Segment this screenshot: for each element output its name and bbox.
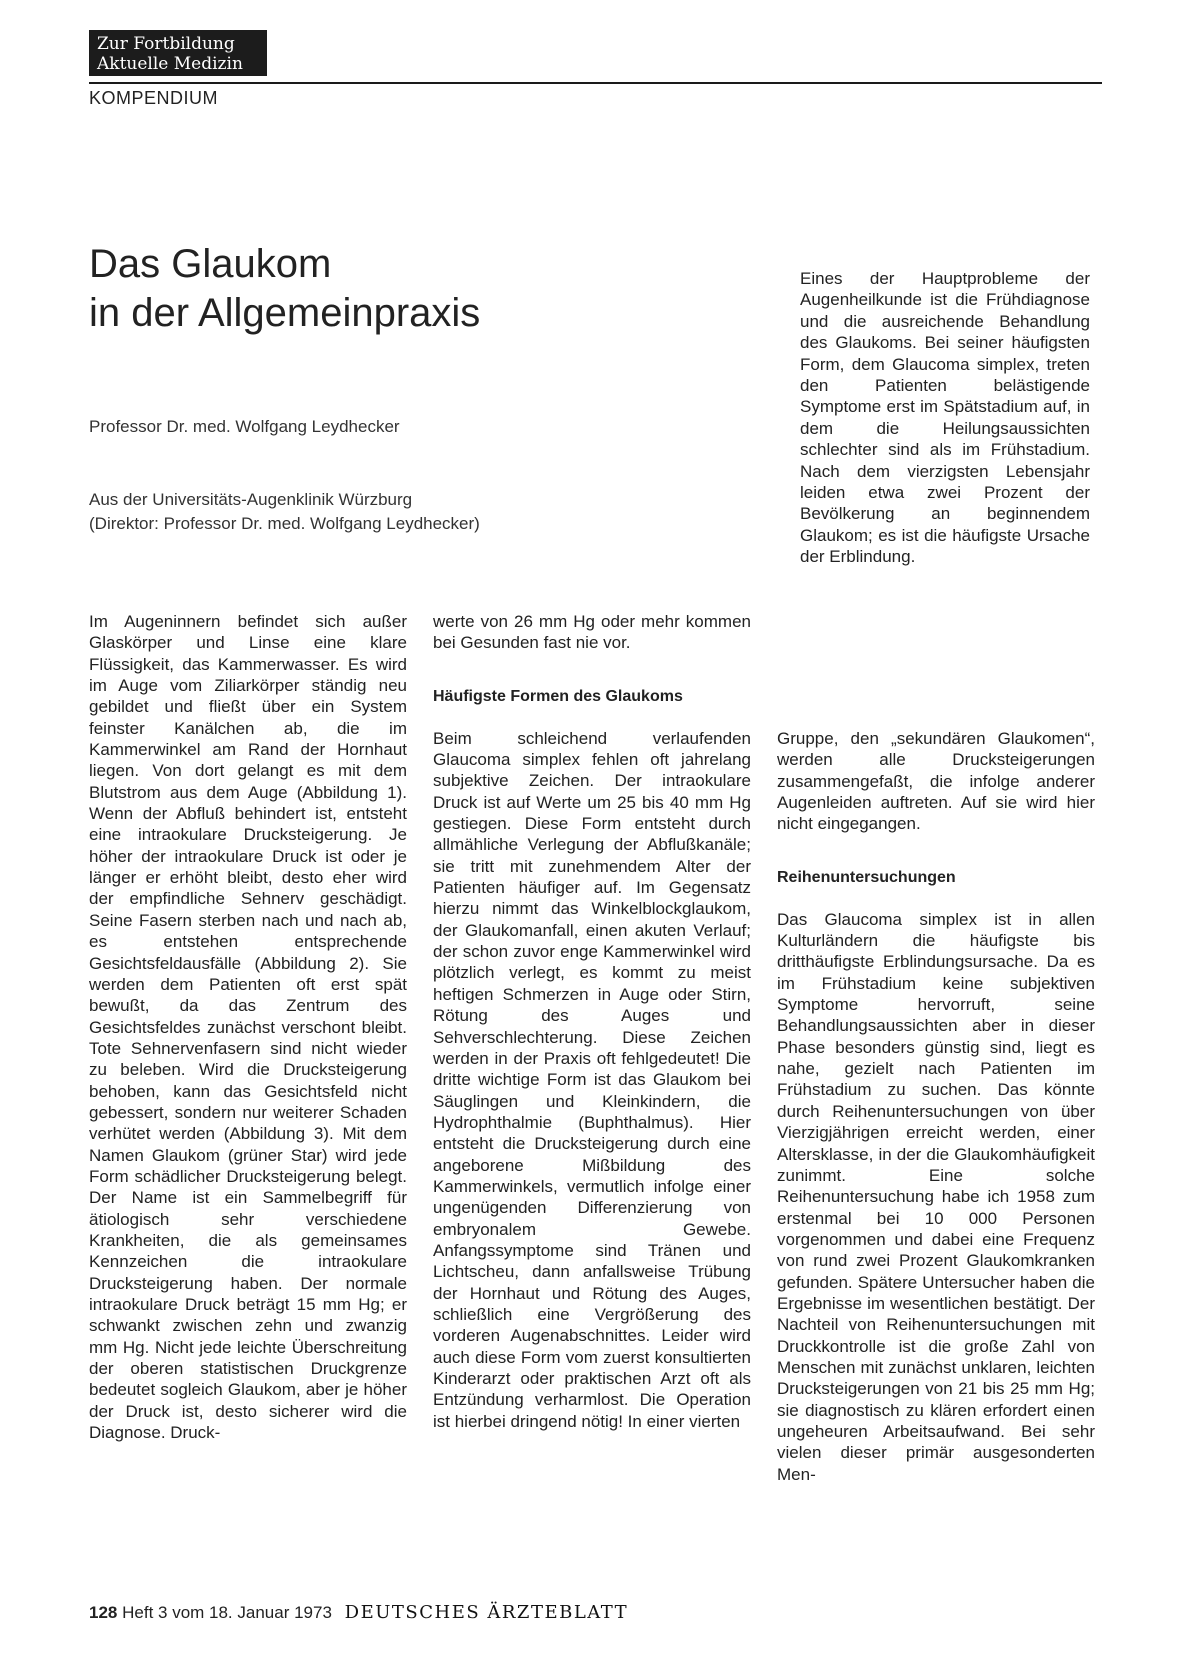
issue-info: Heft 3 vom 18. Januar 1973: [122, 1603, 332, 1622]
rubric-line-1: Zur Fortbildung: [97, 34, 235, 54]
header-rule: [89, 82, 1102, 84]
section-heading-forms: Häufigste Formen des Glaukoms: [433, 687, 683, 705]
page-footer: [89, 1602, 628, 1623]
col3-intro-paragraph: Gruppe, den „sekundären Glaukomen“, werden alle Drucksteigerungen zusammengefaßt, die infolge anderer Augenleiden auftreten. Auf sie wird hier nicht eingegangen.: [777, 729, 1095, 834]
affiliation-line-2: (Direktor: Professor Dr. med. Wolfgang Leydhecker): [89, 514, 480, 533]
col1-paragraph: Im Augeninnern befindet sich außer Glaskörper und Linse eine klare Flüssigkeit, das Kammerwasser. Es wird im Auge vom Ziliarkörper ständig neu gebildet und fließt über ein System feinster Kanälchen ab, die im Kammerwinkel am Rand der Hornhaut liegen. Von dort gelangt es mit dem Blutstrom aus dem Auge (Abbildung 1). Wenn der Abfluß behindert ist, entsteht eine intraokulare Drucksteigerung. Je höher der intraokulare Druck ist oder je länger er erhöht bleibt, desto eher wird der empfindliche Sehnerv geschädigt. Seine Fasern sterben nach und nach ab, es entstehen entsprechende Gesichtsfeldausfälle (Abbildung 2). Sie werden dem Patienten oft erst spät bewußt, da das Zentrum des Gesichtsfeldes zunächst verschont bleibt. Tote Sehnervenfasern sind nicht wieder zu beleben. Wird die Drucksteigerung behoben, kann das Gesichtsfeld nicht gebessert, sondern nur weiterer Schaden verhütet werden (Abbildung 3). Mit dem Namen Glaukom (grüner Star) wird jede Form schädlicher Drucksteigerung belegt. Der Name ist ein Sammelbegriff für ätiologisch sehr verschiedene Krankheiten, die als gemeinsames Kennzeichen die intraokulare Drucksteigerung haben. Der normale intraokulare Druck beträgt 15 mm Hg; er schwankt zwischen zehn und zwanzig mm Hg. Nicht jede leichte Überschreitung der oberen statistischen Druckgrenze bedeutet sogleich Glaukom, aber je höher der Druck ist, desto sicherer wird die Diagnose. Druck-: [89, 612, 407, 1443]
article-title: [89, 240, 709, 338]
author-line: Professor Dr. med. Wolfgang Leydhecker: [89, 417, 400, 436]
col2-paragraph: Beim schleichend verlaufenden Glaucoma simplex fehlen oft jahrelang subjektive Zeichen. Der intraokulare Druck ist auf Werte um 25 bis 40 mm Hg gestiegen. Diese Form entsteht durch allmähliche Verlegung der Abflußkanäle; sie tritt mit zunehmendem Alter der Patienten häufiger auf. Im Gegensatz hierzu nimmt das Winkelblockglaukom, der Glaukomanfall, einen akuten Verlauf; der schon zuvor enge Kammerwinkel wird plötzlich verlegt, es kommt zu meist heftigen Schmerzen in Auge oder Stirn, Rötung des Auges und Sehverschlechterung. Diese Zeichen werden in der Praxis oft fehlgedeutet! Die dritte wichtige Form ist das Glaukom bei Säuglingen und Kleinkindern, die Hydrophthalmie (Buphthalmus). Hier entsteht die Drucksteigerung durch eine angeborene Mißbildung des Kammerwinkels, vermutlich infolge einer ungenügenden Differenzierung von embryonalem Gewebe. Anfangssymptome sind Tränen und Lichtscheu, dann anfallsweise Trübung der Hornhaut und Rötung des Auges, schließlich eine Vergrößerung des vorderen Augenabschnittes. Leider wird auch diese Form vom zuerst konsultierten Kinderarzt oder praktischen Arzt oft als Entzündung verharmlost. Die Operation ist hierbei dringend nötig! In einer vierten: [433, 728, 751, 1431]
title-line-1: Das Glaukom: [89, 242, 332, 286]
page-number: 128: [89, 1603, 118, 1622]
rubric-box: [89, 30, 267, 76]
col3-paragraph: Das Glaucoma simplex ist in allen Kulturländern die häufigste bis dritthäufigste Erblindungsursache. Da es im Frühstadium keine subjektiven Symptome hervorruft, seine Behandlungsaussichten aber in dieser Phase besonders günstig sind, liegt es nahe, gezielt nach Patienten im Frühstadium zu suchen. Das könnte durch Reihenuntersuchungen von über Vierzigjährigen erreicht werden, einer Altersklasse, in der die Glaukomhäufigkeit zunimmt. Eine solche Reihenuntersuchung habe ich 1958 zum erstenmal bei 10 000 Personen vorgenommen und dabei eine Frequenz von rund zwei Prozent Glaukomkranken gefunden. Spätere Untersucher haben die Ergebnisse im wesentlichen bestätigt. Der Nachteil von Reihenuntersuchungen mit Druckkontrolle ist die große Zahl von Menschen mit zunächst unklaren, leichten Drucksteigerungen von 21 bis 25 mm Hg; sie diagnostisch zu klären erfordert einen ungeheuren Arbeitsaufwand. Bei sehr vielen dieser primär ausgesonderten Men-: [777, 909, 1095, 1484]
body-column-1: [89, 611, 407, 1443]
body-column-2: [433, 611, 751, 1432]
rubric-line-2: Aktuelle Medizin: [97, 54, 243, 74]
journal-name: DEUTSCHES ÄRZTEBLATT: [344, 1602, 629, 1623]
abstract: Eines der Hauptprobleme der Augenheilkunde ist die Frühdiagnose und die ausreichende Behandlung des Glaukoms. Bei seiner häufigsten Form, dem Glaucoma simplex, treten den Patienten belästigende Symptome erst im Spätstadium auf, in dem die Heilungsaussichten schlechter sind als im Frühstadium. Nach dem vierzigsten Lebensjahr leiden etwa zwei Prozent der Bevölkerung an beginnendem Glaukom; es ist die häufigste Ursache der Erblindung.: [800, 269, 1090, 567]
title-line-2: in der Allgemeinpraxis: [89, 291, 481, 335]
affiliation-line-1: Aus der Universitäts-Augenklinik Würzburg: [89, 490, 413, 509]
section-heading-screening: Reihenuntersuchungen: [777, 868, 956, 886]
section-label: KOMPENDIUM: [89, 88, 219, 108]
body-column-3: [777, 728, 1095, 1485]
col2-intro-paragraph: werte von 26 mm Hg oder mehr kommen bei Gesunden fast nie vor.: [433, 612, 751, 653]
affiliation: [89, 488, 480, 536]
